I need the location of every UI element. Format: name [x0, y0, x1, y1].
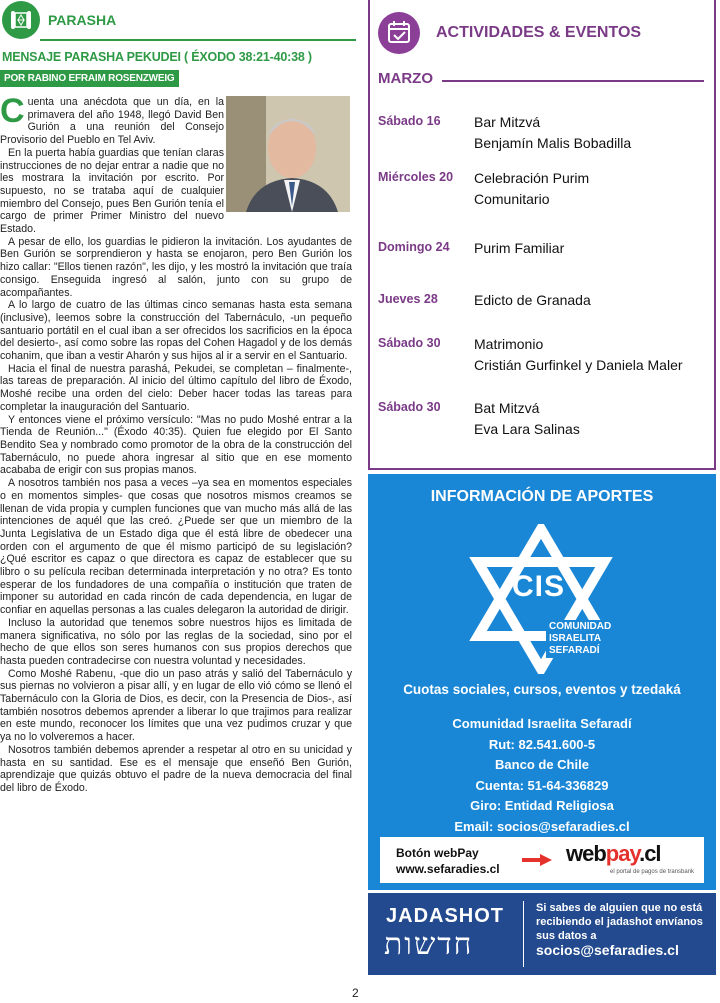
article-paragraph: Como Moshé Rabenu, -que dio un paso atrás y salió del Tabernáculo y sus piernas no volvieron a pisar allí, y en lugar de ello vió cómo se llenó el Tabernáculo con la Gloria de Dios, es decir, con la Presencia de Dios-, así también nosotros debemos aprender a liberar lo que trajimos para realizar en este mundo, reconocer los límites que una vez pudimos cruzar y que ya no lo volveremos a hacer.: [0, 667, 352, 744]
event-desc: Bar Mitzvá Benjamín Malis Bobadilla: [474, 114, 632, 151]
webpay-logo: webpay.cl: [566, 841, 661, 866]
header-divider: [40, 39, 356, 41]
article-paragraph: A lo largo de cuatro de las últimas cinco semanas hasta esta semana (inclusive), leemos sobre la construcción del Tabernáculo, -un pequeño santuario portátil en el cual iban a ser ofrecidos los sacrificios en la época del desierto-, así como sobre las ropas del Cohen Hagadol y de los demás cohanim, que iban a vestir Aharón y sus hijos al ir a servir en el Santuario.: [0, 299, 352, 363]
event-day: Sábado 30: [378, 336, 441, 350]
info-line: Banco de Chile: [495, 757, 589, 772]
events-panel: [368, 0, 716, 470]
event-day: Sábado 16: [378, 114, 441, 128]
aportes-subtitle: Cuotas sociales, cursos, eventos y tzedaká: [403, 682, 681, 697]
info-line: Cuenta: 51-64-336829: [475, 777, 609, 793]
email-link[interactable]: Email: socios@sefaradies.cl: [454, 818, 630, 834]
info-line: Giro: Entidad Religiosa: [470, 798, 614, 813]
webpay-box[interactable]: [380, 837, 704, 883]
info-line: Comunidad Israelita Sefaradí: [452, 716, 632, 731]
section-label: PARASHA: [48, 12, 117, 28]
arrow-right-icon: [522, 854, 552, 866]
event-desc: Bat Mitzvá Eva Lara Salinas: [474, 400, 580, 437]
event-desc: Edicto de Granada: [474, 292, 591, 308]
event-day: Sábado 30: [378, 400, 441, 414]
jadashot-email[interactable]: socios@sefaradies.cl: [536, 942, 679, 958]
event-desc: Matrimonio Cristián Gurfinkel y Daniela Maler: [474, 336, 683, 373]
jadashot-hebrew: חדשות: [384, 927, 474, 962]
dropcap: C: [0, 92, 25, 130]
jadashot-divider: [523, 901, 524, 967]
cis-logo-text: CIS: [512, 570, 566, 603]
page-number: 2: [352, 986, 359, 1000]
event-day: Jueves 28: [378, 292, 438, 306]
bank-info: [368, 714, 716, 837]
events-title: ACTIVIDADES & EVENTOS: [436, 24, 642, 41]
article-paragraph: Incluso la autoridad que tenemos sobre nuestros hijos es limitada de manera significativa, no sólo por las reglas de la sociedad, sino por el hecho de que ellos son seres humanos con sus propios derechos que hasta pueden contradecirse con nuestra voluntad y necesidades.: [0, 616, 352, 667]
article-paragraph: Nosotros también debemos aprender a respetar al otro en su unicidad y hasta en su santidad. Ese es el mensaje que enseñó Ben Gurión, aprendizaje que quizás obtuvo el padre de la nueva democracia del final del libro de Éxodo.: [0, 743, 352, 794]
parasha-column: [0, 0, 356, 975]
torah-scroll-icon: [2, 1, 40, 39]
jadashot-banner: [368, 893, 716, 975]
event-day: Domingo 24: [378, 240, 450, 254]
parasha-header: [2, 4, 116, 36]
webpay-text: Botón webPay www.sefaradies.cl: [396, 846, 500, 876]
article-paragraph: Cuenta una anécdota que un día, en la primavera del año 1948, llegó David Ben Gurión a una reunión del Consejo Provisorio del Pueblo en Tel Aviv.: [0, 92, 224, 147]
article-paragraph: En la puerta había guardias que tenían claras instrucciones de no dejar entrar a nadie que no les mostrara la invitación por escrito. Por supuesto, no se trataba aquí de cualquier miembro del Consejo, pues Ben Gurión tenía el cargo de primer Primer Ministro del nuevo Estado.: [0, 146, 224, 236]
org-name: COMUNIDAD ISRAELITA SEFARADÍ: [546, 620, 614, 658]
article-body: [0, 92, 352, 795]
jadashot-logo: JADASHOT: [386, 905, 505, 927]
event-desc: Purim Familiar: [474, 240, 565, 256]
webpay-url[interactable]: www.sefaradies.cl: [396, 862, 500, 876]
article-paragraph: A nosotros también nos pasa a veces –ya sea en momentos especiales o en momentos simples- que cosas que nosotros mismos creamos se llenan de vida propia y cumplen funciones que van mucho más allá de las intenciones de aquél que las creó. ¿Puede ser que un miembro de la Junta Legislativa de un Estado diga que él está libre de obedecer una orden con el argumento de que él mismo participó de su legislación? ¿Qué escritor es capaz o que directora es capaz de establecer que su libro o su película reciban determinada interpretación y no otra? Es tonto esperar de los fundadores de una compañía o institución que traten de imponer su autoridad en cada rincón de cada dependencia, en lugar de confiar en aquellas personas a las cuales delegaron la autoridad de dirigir.: [0, 477, 352, 617]
aportes-title: INFORMACIÓN DE APORTES: [430, 488, 654, 505]
month-divider: [442, 80, 704, 82]
aportes-panel: [368, 474, 716, 890]
article-title: MENSAJE PARASHA PEKUDEI ( ÉXODO 38:21-40:38 ): [2, 50, 312, 64]
article-paragraph: Y entonces viene el próximo versículo: "Mas no pudo Moshé entrar a la Tienda de Reunión..." (Éxodo 40:35). Quien fue elegido por El Santo Bendito Sea y nombrado como promotor de la obra de la construcción del Tabernáculo, no puede ahora ingresar al sitio que en ese momento acababa de erigir con sus propias manos.: [0, 413, 352, 477]
event-day: Miércoles 20: [378, 170, 454, 184]
photo-spacer: [224, 96, 352, 214]
info-line: Rut: 82.541.600-5: [488, 736, 596, 752]
events-month: MARZO: [378, 70, 433, 87]
event-desc: Celebración Purim Comunitario: [474, 170, 590, 207]
calendar-icon: [378, 12, 420, 54]
webpay-logo-sub: el portal de pagos de transbank: [610, 869, 695, 875]
article-paragraph: Hacia el final de nuestra parashá, Pekudei, se completan – finalmente-, las tareas de preparación. Al inicio del último capítulo del libro de Éxodo, Moshé recibe una orden del cielo: Deber hacer todas las tareas para completar la inauguración del Santuario.: [0, 362, 352, 413]
article-paragraph: A pesar de ello, los guardias le pidieron la invitación. Los ayudantes de Ben Gurión se sorprendieron y hasta se enojaron, pero Ben Gurión los hizo callar: "Ellos tienen razón", les dijo, y les mostró la invitación que traía consigo. Enseguida ingresó al salón, junto con su grupo de acompañantes.: [0, 235, 352, 299]
jadashot-text: Si sabes de alguien que no está recibiendo el jadashot envíanos sus datos a socios@sefaradies.cl: [536, 901, 711, 957]
article-author: POR RABINO EFRAIM ROSENZWEIG: [0, 70, 179, 87]
